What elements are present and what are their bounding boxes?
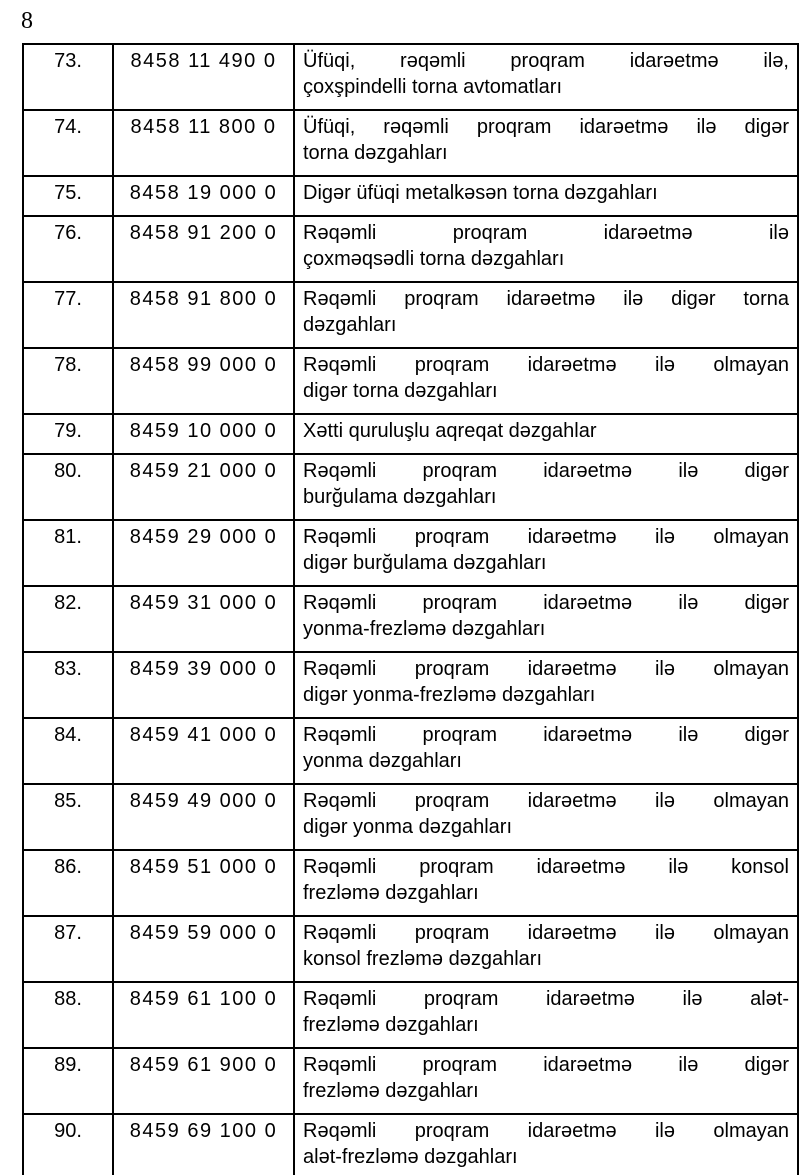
- description-line: digər yonma dəzgahları: [303, 816, 513, 838]
- description-line: Rəqəmli proqram idarəetmə ilə digər: [303, 460, 789, 482]
- description-cell: [294, 652, 798, 718]
- description-cell: [294, 718, 798, 784]
- description-cell: [294, 454, 798, 520]
- description-cell: [294, 44, 798, 110]
- description-line: Rəqəmli proqram idarəetmə ilə olmayan: [303, 1120, 789, 1142]
- table-row: [23, 348, 798, 414]
- description-cell: [294, 520, 798, 586]
- commodity-code-cell: 8459 59 000 0: [113, 916, 294, 982]
- description-line: Rəqəmli proqram idarəetmə ilə olmayan: [303, 526, 789, 548]
- table-row: [23, 110, 798, 176]
- description-cell: [294, 916, 798, 982]
- row-number-cell: 90.: [23, 1114, 113, 1175]
- row-number-cell: 85.: [23, 784, 113, 850]
- description-line: torna dəzgahları: [303, 142, 448, 164]
- description-line: Üfüqi, rəqəmli proqram idarəetmə ilə,: [303, 50, 789, 72]
- description-line: Rəqəmli proqram idarəetmə ilə olmayan: [303, 354, 789, 376]
- row-number-cell: 88.: [23, 982, 113, 1048]
- description-line: Rəqəmli proqram idarəetmə ilə olmayan: [303, 922, 789, 944]
- row-number-cell: 83.: [23, 652, 113, 718]
- table-row: [23, 216, 798, 282]
- description-line: digər burğulama dəzgahları: [303, 552, 547, 574]
- description-line: frezləmə dəzgahları: [303, 882, 479, 904]
- table-row: [23, 784, 798, 850]
- description-line: yonma-frezləmə dəzgahları: [303, 618, 546, 640]
- commodity-code-cell: 8458 11 490 0: [113, 44, 294, 110]
- row-number-cell: 73.: [23, 44, 113, 110]
- commodity-code-cell: 8459 39 000 0: [113, 652, 294, 718]
- description-cell: [294, 1048, 798, 1114]
- row-number-cell: 77.: [23, 282, 113, 348]
- row-number-cell: 87.: [23, 916, 113, 982]
- description-line: Rəqəmli proqram idarəetmə ilə digər: [303, 592, 789, 614]
- description-line: konsol frezləmə dəzgahları: [303, 948, 543, 970]
- commodity-code-cell: 8459 31 000 0: [113, 586, 294, 652]
- description-cell: [294, 1114, 798, 1175]
- description-line: dəzgahları: [303, 314, 397, 336]
- commodity-code-cell: 8458 91 800 0: [113, 282, 294, 348]
- description-cell: [294, 176, 798, 216]
- table-row: [23, 414, 798, 454]
- description-cell: [294, 110, 798, 176]
- commodity-code-cell: 8458 91 200 0: [113, 216, 294, 282]
- row-number-cell: 89.: [23, 1048, 113, 1114]
- table-row: [23, 850, 798, 916]
- commodity-code-cell: 8458 11 800 0: [113, 110, 294, 176]
- row-number-cell: 82.: [23, 586, 113, 652]
- description-line: digər torna dəzgahları: [303, 380, 498, 402]
- description-line: Rəqəmli proqram idarəetmə ilə digər: [303, 724, 789, 746]
- row-number-cell: 78.: [23, 348, 113, 414]
- table-row: [23, 176, 798, 216]
- description-line: Rəqəmli proqram idarəetmə ilə olmayan: [303, 658, 789, 680]
- table-row: [23, 916, 798, 982]
- row-number-cell: 74.: [23, 110, 113, 176]
- table-row: [23, 520, 798, 586]
- table-row: [23, 982, 798, 1048]
- row-number-cell: 75.: [23, 176, 113, 216]
- description-cell: [294, 414, 798, 454]
- table-row: [23, 652, 798, 718]
- row-number-cell: 84.: [23, 718, 113, 784]
- row-number-cell: 81.: [23, 520, 113, 586]
- page-number: 8: [21, 8, 33, 34]
- table-row: [23, 586, 798, 652]
- description-cell: [294, 982, 798, 1048]
- description-line: Rəqəmli proqram idarəetmə ilə: [303, 222, 789, 244]
- description-line: digər yonma-frezləmə dəzgahları: [303, 684, 596, 706]
- description-line: Digər üfüqi metalkəsən torna dəzgahları: [303, 182, 658, 204]
- commodity-code-cell: 8459 10 000 0: [113, 414, 294, 454]
- table-row: [23, 44, 798, 110]
- description-line: frezləmə dəzgahları: [303, 1080, 479, 1102]
- description-cell: [294, 586, 798, 652]
- table-row: [23, 454, 798, 520]
- description-line: Rəqəmli proqram idarəetmə ilə alət-: [303, 988, 789, 1010]
- table-row: [23, 282, 798, 348]
- description-cell: [294, 348, 798, 414]
- description-line: burğulama dəzgahları: [303, 486, 497, 508]
- description-cell: [294, 282, 798, 348]
- description-line: alət-frezləmə dəzgahları: [303, 1146, 518, 1168]
- description-line: çoxməqsədli torna dəzgahları: [303, 248, 565, 270]
- row-number-cell: 86.: [23, 850, 113, 916]
- description-line: Üfüqi, rəqəmli proqram idarəetmə ilə digər: [303, 116, 789, 138]
- description-cell: [294, 850, 798, 916]
- row-number-cell: 79.: [23, 414, 113, 454]
- description-line: Rəqəmli proqram idarəetmə ilə digər torna: [303, 288, 789, 310]
- commodity-code-cell: 8459 41 000 0: [113, 718, 294, 784]
- description-line: frezləmə dəzgahları: [303, 1014, 479, 1036]
- description-line: Rəqəmli proqram idarəetmə ilə konsol: [303, 856, 789, 878]
- table-body: [23, 44, 798, 1175]
- commodity-code-cell: 8458 99 000 0: [113, 348, 294, 414]
- description-line: çoxşpindelli torna avtomatları: [303, 76, 563, 98]
- commodity-code-table: [22, 43, 799, 1175]
- table-row: [23, 1048, 798, 1114]
- table-row: [23, 718, 798, 784]
- commodity-code-cell: 8459 49 000 0: [113, 784, 294, 850]
- row-number-cell: 76.: [23, 216, 113, 282]
- row-number-cell: 80.: [23, 454, 113, 520]
- description-cell: [294, 216, 798, 282]
- commodity-code-cell: 8459 21 000 0: [113, 454, 294, 520]
- description-line: Xətti quruluşlu aqreqat dəzgahlar: [303, 420, 597, 442]
- description-line: yonma dəzgahları: [303, 750, 462, 772]
- description-line: Rəqəmli proqram idarəetmə ilə digər: [303, 1054, 789, 1076]
- commodity-code-cell: 8459 61 100 0: [113, 982, 294, 1048]
- commodity-code-cell: 8459 69 100 0: [113, 1114, 294, 1175]
- commodity-code-cell: 8459 51 000 0: [113, 850, 294, 916]
- table-row: [23, 1114, 798, 1175]
- commodity-code-cell: 8459 61 900 0: [113, 1048, 294, 1114]
- description-line: Rəqəmli proqram idarəetmə ilə olmayan: [303, 790, 789, 812]
- commodity-code-cell: 8459 29 000 0: [113, 520, 294, 586]
- description-cell: [294, 784, 798, 850]
- commodity-code-cell: 8458 19 000 0: [113, 176, 294, 216]
